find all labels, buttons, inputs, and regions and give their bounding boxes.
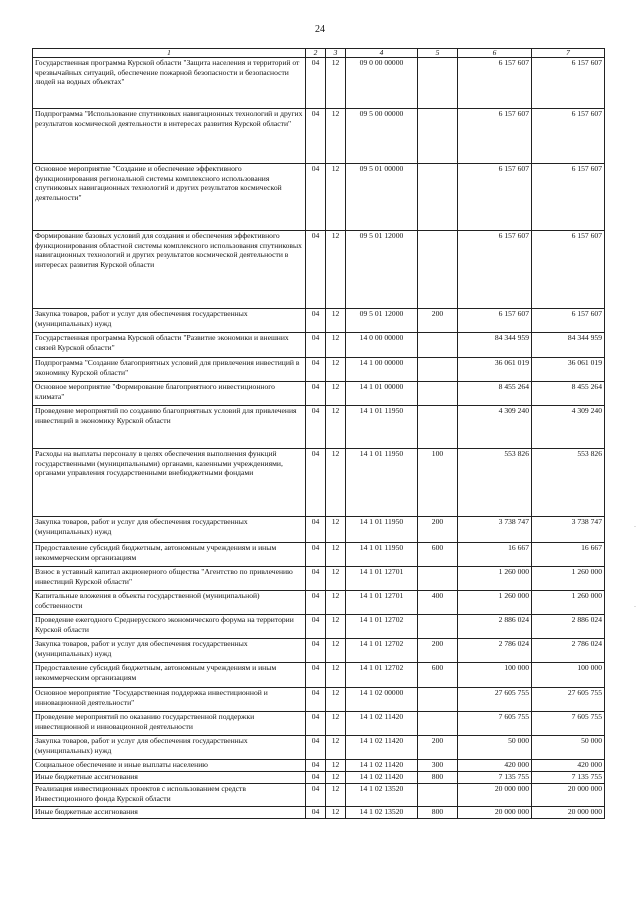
table-row — [33, 231, 605, 309]
row-target-article-cell: 09 0 00 00000 — [346, 58, 418, 109]
row-amount-col6-cell: 100 000 — [458, 663, 532, 688]
row-name-cell: Подпрограмма "Создание благоприятных условий для привлечения инвестиций в экономику Курской области" — [33, 358, 306, 382]
table-row — [33, 663, 605, 688]
row-amount-col6-cell: 20 000 000 — [458, 784, 532, 807]
row-amount-col6-cell: 6 157 607 — [458, 58, 532, 109]
row-amount-col6-cell: 2 886 024 — [458, 615, 532, 639]
row-target-article-cell: 14 1 01 12701 — [346, 567, 418, 591]
row-subsection-cell: 12 — [326, 333, 346, 358]
row-target-article-cell: 14 1 01 11950 — [346, 517, 418, 543]
row-amount-col6-cell: 6 157 607 — [458, 231, 532, 309]
row-subsection-cell: 12 — [326, 309, 346, 333]
row-target-article-cell: 14 1 01 12702 — [346, 663, 418, 688]
row-subsection-cell: 12 — [326, 712, 346, 736]
page-number: 24 — [315, 24, 325, 35]
row-subsection-cell: 12 — [326, 382, 346, 406]
row-name-cell: Проведение мероприятий по оказанию государственной поддержки инвестиционной и инновационной деятельности — [33, 712, 306, 736]
table-row — [33, 406, 605, 449]
row-subsection-cell: 12 — [326, 688, 346, 712]
header-col-3: 3 — [326, 49, 346, 58]
row-name-cell: Предоставление субсидий бюджетным, автономным учреждениям и иным некоммерческим организациям — [33, 663, 306, 688]
row-amount-col7-cell: 6 157 607 — [532, 58, 605, 109]
row-target-article-cell: 14 1 01 12702 — [346, 639, 418, 663]
row-expense-type-cell — [418, 615, 458, 639]
row-section-cell: 04 — [306, 406, 326, 449]
row-expense-type-cell: 200 — [418, 639, 458, 663]
table-row — [33, 543, 605, 567]
row-amount-col7-cell: 20 000 000 — [532, 784, 605, 807]
row-expense-type-cell: 300 — [418, 760, 458, 772]
row-name-cell: Основное мероприятие "Государственная поддержка инвестиционной и инновационной деятельности" — [33, 688, 306, 712]
row-subsection-cell: 12 — [326, 807, 346, 819]
row-amount-col6-cell: 36 061 019 — [458, 358, 532, 382]
row-section-cell: 04 — [306, 333, 326, 358]
row-name-cell: Закупка товаров, работ и услуг для обеспечения государственных (муниципальных) нужд — [33, 309, 306, 333]
row-target-article-cell: 09 5 01 00000 — [346, 164, 418, 231]
table-row — [33, 109, 605, 164]
row-target-article-cell: 14 1 02 11420 — [346, 712, 418, 736]
row-section-cell: 04 — [306, 358, 326, 382]
table-row — [33, 784, 605, 807]
row-amount-col6-cell: 6 157 607 — [458, 164, 532, 231]
row-section-cell: 04 — [306, 615, 326, 639]
header-col-7: 7 — [532, 49, 605, 58]
row-section-cell: 04 — [306, 591, 326, 615]
row-amount-col7-cell: 20 000 000 — [532, 807, 605, 819]
table-row — [33, 760, 605, 772]
row-name-cell: Государственная программа Курской области "Защита населения и территорий от чрезвычайных ситуаций, обеспечение пожарной безопасности и безопасности людей на водных объектах" — [33, 58, 306, 109]
row-name-cell: Реализация инвестиционных проектов с использованием средств Инвестиционного фонда Курской области — [33, 784, 306, 807]
row-amount-col7-cell: 1 260 000 — [532, 591, 605, 615]
row-subsection-cell: 12 — [326, 358, 346, 382]
header-col-2: 2 — [306, 49, 326, 58]
row-expense-type-cell — [418, 231, 458, 309]
row-section-cell: 04 — [306, 772, 326, 784]
row-amount-col7-cell: 8 455 264 — [532, 382, 605, 406]
row-expense-type-cell: 600 — [418, 543, 458, 567]
row-amount-col7-cell: 84 344 959 — [532, 333, 605, 358]
row-section-cell: 04 — [306, 567, 326, 591]
row-expense-type-cell — [418, 164, 458, 231]
row-amount-col6-cell: 6 157 607 — [458, 309, 532, 333]
header-col-6: 6 — [458, 49, 532, 58]
row-expense-type-cell: 400 — [418, 591, 458, 615]
row-expense-type-cell — [418, 712, 458, 736]
row-target-article-cell: 14 0 00 00000 — [346, 333, 418, 358]
table-row — [33, 449, 605, 517]
row-name-cell: Проведение ежегодного Среднерусского экономического форума на территории Курской области — [33, 615, 306, 639]
table-row — [33, 567, 605, 591]
row-subsection-cell: 12 — [326, 663, 346, 688]
row-section-cell: 04 — [306, 109, 326, 164]
row-section-cell: 04 — [306, 449, 326, 517]
row-amount-col7-cell: 7 605 755 — [532, 712, 605, 736]
table-row — [33, 591, 605, 615]
row-amount-col6-cell: 50 000 — [458, 736, 532, 760]
row-amount-col6-cell: 1 260 000 — [458, 567, 532, 591]
row-amount-col6-cell: 4 309 240 — [458, 406, 532, 449]
row-amount-col7-cell: 36 061 019 — [532, 358, 605, 382]
table-row — [33, 309, 605, 333]
row-name-cell: Основное мероприятие "Формирование благоприятного инвестиционного климата" — [33, 382, 306, 406]
row-subsection-cell: 12 — [326, 164, 346, 231]
row-expense-type-cell: 200 — [418, 517, 458, 543]
table-row — [33, 164, 605, 231]
row-section-cell: 04 — [306, 639, 326, 663]
table-row — [33, 517, 605, 543]
row-name-cell: Проведение мероприятий по созданию благоприятных условий для привлечения инвестиций в экономику Курской области — [33, 406, 306, 449]
table-row — [33, 772, 605, 784]
row-section-cell: 04 — [306, 784, 326, 807]
row-amount-col6-cell: 20 000 000 — [458, 807, 532, 819]
row-amount-col6-cell: 7 605 755 — [458, 712, 532, 736]
row-subsection-cell: 12 — [326, 58, 346, 109]
table-row — [33, 736, 605, 760]
row-name-cell: Иные бюджетные ассигнования — [33, 807, 306, 819]
row-name-cell: Закупка товаров, работ и услуг для обеспечения государственных (муниципальных) нужд — [33, 736, 306, 760]
row-target-article-cell: 09 5 01 12000 — [346, 231, 418, 309]
row-subsection-cell: 12 — [326, 567, 346, 591]
scan-edge-mark: . — [634, 520, 636, 529]
table-body — [33, 49, 605, 819]
row-amount-col7-cell: 420 000 — [532, 760, 605, 772]
row-amount-col7-cell: 7 135 755 — [532, 772, 605, 784]
table-row — [33, 58, 605, 109]
row-target-article-cell: 14 1 01 00000 — [346, 382, 418, 406]
row-expense-type-cell: 600 — [418, 663, 458, 688]
row-section-cell: 04 — [306, 688, 326, 712]
row-amount-col6-cell: 2 786 024 — [458, 639, 532, 663]
row-expense-type-cell — [418, 784, 458, 807]
row-expense-type-cell: 200 — [418, 309, 458, 333]
row-subsection-cell: 12 — [326, 736, 346, 760]
row-target-article-cell: 14 1 02 11420 — [346, 736, 418, 760]
row-name-cell: Основное мероприятие "Создание и обеспечение эффективного функционирования региональной системы комплексного использования спутниковых навигационных технологий и других результатов космической деятельности" — [33, 164, 306, 231]
row-amount-col7-cell: 100 000 — [532, 663, 605, 688]
row-name-cell: Расходы на выплаты персоналу в целях обеспечения выполнения функций государственными (муниципальными) органами, казенными учреждениями, органами управления государственными внебюджетными фондами — [33, 449, 306, 517]
row-subsection-cell: 12 — [326, 760, 346, 772]
row-section-cell: 04 — [306, 164, 326, 231]
table-row — [33, 639, 605, 663]
row-amount-col7-cell: 27 605 755 — [532, 688, 605, 712]
row-section-cell: 04 — [306, 736, 326, 760]
row-amount-col7-cell: 6 157 607 — [532, 109, 605, 164]
row-amount-col7-cell: 6 157 607 — [532, 231, 605, 309]
row-name-cell: Закупка товаров, работ и услуг для обеспечения государственных (муниципальных) нужд — [33, 639, 306, 663]
row-target-article-cell: 14 1 01 12702 — [346, 615, 418, 639]
row-expense-type-cell — [418, 406, 458, 449]
row-target-article-cell: 14 1 02 11420 — [346, 772, 418, 784]
table-row — [33, 333, 605, 358]
row-amount-col6-cell: 27 605 755 — [458, 688, 532, 712]
table-row — [33, 615, 605, 639]
row-section-cell: 04 — [306, 663, 326, 688]
row-amount-col6-cell: 3 738 747 — [458, 517, 532, 543]
row-target-article-cell: 09 5 00 00000 — [346, 109, 418, 164]
row-section-cell: 04 — [306, 382, 326, 406]
row-name-cell: Подпрограмма "Использование спутниковых навигационных технологий и других результатов космической деятельности в интересах развития Курской области" — [33, 109, 306, 164]
row-target-article-cell: 14 1 01 11950 — [346, 406, 418, 449]
row-subsection-cell: 12 — [326, 639, 346, 663]
row-target-article-cell: 14 1 02 11420 — [346, 760, 418, 772]
row-amount-col6-cell: 1 260 000 — [458, 591, 532, 615]
row-expense-type-cell — [418, 688, 458, 712]
row-amount-col7-cell: 4 309 240 — [532, 406, 605, 449]
row-amount-col7-cell: 6 157 607 — [532, 309, 605, 333]
row-name-cell: Закупка товаров, работ и услуг для обеспечения государственных (муниципальных) нужд — [33, 517, 306, 543]
row-amount-col7-cell: 2 786 024 — [532, 639, 605, 663]
row-target-article-cell: 14 1 02 13520 — [346, 807, 418, 819]
row-expense-type-cell — [418, 382, 458, 406]
row-amount-col7-cell: 2 886 024 — [532, 615, 605, 639]
row-amount-col6-cell: 8 455 264 — [458, 382, 532, 406]
row-section-cell: 04 — [306, 760, 326, 772]
row-subsection-cell: 12 — [326, 449, 346, 517]
row-amount-col7-cell: 16 667 — [532, 543, 605, 567]
row-name-cell: Формирование базовых условий для создания и обеспечения эффективного функционирования областной системы комплексного использования спутниковых навигационных технологий и других результатов космической деятельности в интересах развития Курской области — [33, 231, 306, 309]
row-amount-col7-cell: 3 738 747 — [532, 517, 605, 543]
row-expense-type-cell — [418, 358, 458, 382]
header-col-1: 1 — [33, 49, 306, 58]
row-target-article-cell: 14 1 01 11950 — [346, 449, 418, 517]
row-expense-type-cell: 200 — [418, 736, 458, 760]
row-section-cell: 04 — [306, 807, 326, 819]
row-subsection-cell: 12 — [326, 615, 346, 639]
row-target-article-cell: 14 1 01 12701 — [346, 591, 418, 615]
row-expense-type-cell — [418, 58, 458, 109]
row-section-cell: 04 — [306, 517, 326, 543]
row-section-cell: 04 — [306, 543, 326, 567]
row-section-cell: 04 — [306, 58, 326, 109]
row-target-article-cell: 14 1 00 00000 — [346, 358, 418, 382]
table-header-row — [33, 49, 605, 58]
row-name-cell: Государственная программа Курской области "Развитие экономики и внешних связей Курской области" — [33, 333, 306, 358]
row-name-cell: Социальное обеспечение и иные выплаты населению — [33, 760, 306, 772]
row-name-cell: Взнос в уставный капитал акционерного общества "Агентство по привлечению инвестиций Курской области" — [33, 567, 306, 591]
row-expense-type-cell: 100 — [418, 449, 458, 517]
header-col-5: 5 — [418, 49, 458, 58]
row-section-cell: 04 — [306, 309, 326, 333]
table-row — [33, 712, 605, 736]
scan-edge-mark: . — [634, 600, 636, 609]
row-subsection-cell: 12 — [326, 517, 346, 543]
row-expense-type-cell: 800 — [418, 772, 458, 784]
row-target-article-cell: 14 1 02 00000 — [346, 688, 418, 712]
row-target-article-cell: 14 1 02 13520 — [346, 784, 418, 807]
row-amount-col6-cell: 420 000 — [458, 760, 532, 772]
row-amount-col6-cell: 553 826 — [458, 449, 532, 517]
row-expense-type-cell — [418, 333, 458, 358]
row-amount-col7-cell: 553 826 — [532, 449, 605, 517]
row-subsection-cell: 12 — [326, 784, 346, 807]
row-target-article-cell: 09 5 01 12000 — [346, 309, 418, 333]
row-amount-col7-cell: 1 260 000 — [532, 567, 605, 591]
budget-table — [32, 48, 605, 819]
row-expense-type-cell — [418, 109, 458, 164]
row-subsection-cell: 12 — [326, 109, 346, 164]
row-amount-col6-cell: 7 135 755 — [458, 772, 532, 784]
row-subsection-cell: 12 — [326, 591, 346, 615]
row-subsection-cell: 12 — [326, 772, 346, 784]
table-row — [33, 807, 605, 819]
row-amount-col6-cell: 84 344 959 — [458, 333, 532, 358]
row-expense-type-cell: 800 — [418, 807, 458, 819]
row-amount-col6-cell: 16 667 — [458, 543, 532, 567]
header-col-4: 4 — [346, 49, 418, 58]
table-row — [33, 358, 605, 382]
row-section-cell: 04 — [306, 231, 326, 309]
row-name-cell: Капитальные вложения в объекты государственной (муниципальной) собственности — [33, 591, 306, 615]
row-amount-col6-cell: 6 157 607 — [458, 109, 532, 164]
row-target-article-cell: 14 1 01 11950 — [346, 543, 418, 567]
row-section-cell: 04 — [306, 712, 326, 736]
table-row — [33, 382, 605, 406]
row-name-cell: Предоставление субсидий бюджетным, автономным учреждениям и иным некоммерческим организациям — [33, 543, 306, 567]
row-subsection-cell: 12 — [326, 231, 346, 309]
row-amount-col7-cell: 6 157 607 — [532, 164, 605, 231]
row-subsection-cell: 12 — [326, 406, 346, 449]
table-row — [33, 688, 605, 712]
row-name-cell: Иные бюджетные ассигнования — [33, 772, 306, 784]
row-expense-type-cell — [418, 567, 458, 591]
row-subsection-cell: 12 — [326, 543, 346, 567]
row-amount-col7-cell: 50 000 — [532, 736, 605, 760]
